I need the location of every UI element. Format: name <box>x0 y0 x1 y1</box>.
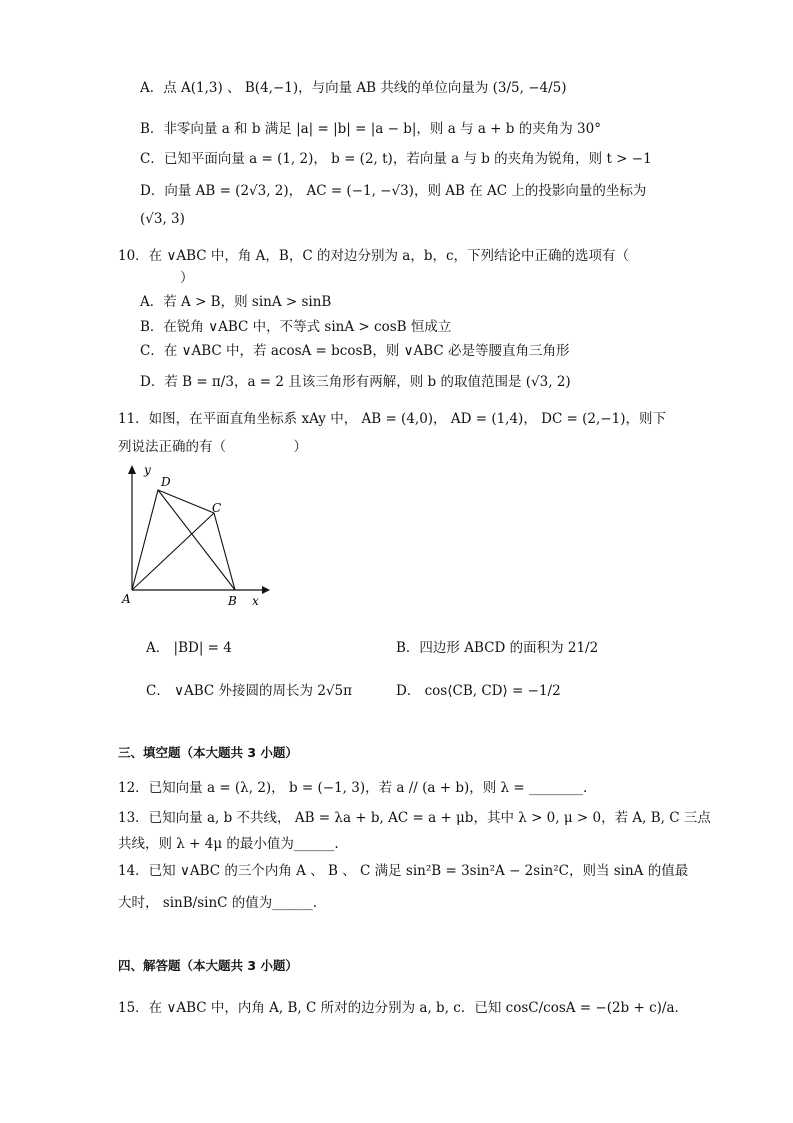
q14-line-1: 14．已知 ∨ABC 的三个内角 A 、 B 、 C 满足 sin²B = 3sin²A − 2sin²C，则当 sinA 的值最 <box>118 863 689 879</box>
section-title-fill-in: 三、填空题（本大题共 3 小题） <box>118 745 298 760</box>
section-title-answer: 四、解答题（本大题共 3 小题） <box>118 958 298 973</box>
y-axis-label: y <box>144 463 151 477</box>
q12: 12．已知向量 a = (λ, 2)， b = (−1, 3)，若 a // (a + b)，则 λ = ________. <box>118 780 588 796</box>
q10-option-c: C．在 ∨ABC 中，若 acosA = bcosB，则 ∨ABC 必是等腰直角三角形 <box>140 343 570 359</box>
q11-option-a: A． |BD| = 4 <box>146 640 232 656</box>
x-axis-arrow-icon <box>262 586 270 594</box>
q15: 15．在 ∨ABC 中，内角 A, B, C 所对的边分别为 a, b, c．已知 cosC/cosA = −(2b + c)/a． <box>118 1000 689 1016</box>
q11-option-d: D． cos⟨CB, CD⟩ = −1/2 <box>396 683 561 699</box>
q11-option-c: C． ∨ABC 外接圆的周长为 2√5π <box>146 683 352 699</box>
q10-stem: 10．在 ∨ABC 中，角 A，B，C 的对边分别为 a，b，c，下列结论中正确的选项有（ <box>118 248 630 264</box>
q10-option-a: A．若 A > B，则 sinA > sinB <box>140 294 332 310</box>
x-axis-label: x <box>252 594 259 608</box>
q10-stem-cont: ） <box>180 270 194 286</box>
q11-stem: 11．如图，在平面直角坐标系 xAy 中， AB = (4,0)， AD = (1,4)， DC = (2,−1)，则下 <box>118 411 666 427</box>
diagonal-ac <box>132 513 214 590</box>
q11-option-b: B．四边形 ABCD 的面积为 21/2 <box>396 640 599 656</box>
q11-stem-cont: 列说法正确的有（ ） <box>118 439 307 455</box>
q11-figure <box>118 462 278 612</box>
point-b-label: B <box>228 594 237 608</box>
point-a-label: A <box>122 592 131 606</box>
point-d-label: D <box>161 475 171 489</box>
q9-option-a: A．点 A(1,3) 、 B(4,−1)，与向量 AB 共线的单位向量为 (3/5, −4/5) <box>140 80 567 96</box>
q13-line-2: 共线，则 λ + 4μ 的最小值为______. <box>118 836 339 852</box>
q10-option-b: B．在锐角 ∨ABC 中，不等式 sinA > cosB 恒成立 <box>140 319 452 335</box>
point-c-label: C <box>212 501 222 515</box>
diagonal-bd <box>158 490 235 590</box>
q14-line-2: 大时， sinB/sinC 的值为______. <box>118 895 318 911</box>
q10-option-d: D．若 B = π/3，a = 2 且该三角形有两解，则 b 的取值范围是 (√3, 2) <box>140 374 571 390</box>
q13-line-1: 13．已知向量 a, b 不共线， AB = λa + b, AC = a + μb，其中 λ > 0, μ > 0，若 A, B, C 三点 <box>118 810 711 826</box>
q9-option-b: B．非零向量 a 和 b 满足 |a| = |b| = |a − b|，则 a 与 a + b 的夹角为 30° <box>140 121 601 137</box>
q9-option-c: C．已知平面向量 a = (1, 2)， b = (2, t)，若向量 a 与 b 的夹角为锐角，则 t > −1 <box>140 151 652 167</box>
q9-option-d-cont: (√3, 3) <box>140 211 185 227</box>
q9-option-d: D．向量 AB = (2√3, 2)， AC = (−1, −√3)，则 AB 在 AC 上的投影向量的坐标为 <box>140 183 647 199</box>
y-axis-arrow-icon <box>128 465 136 474</box>
